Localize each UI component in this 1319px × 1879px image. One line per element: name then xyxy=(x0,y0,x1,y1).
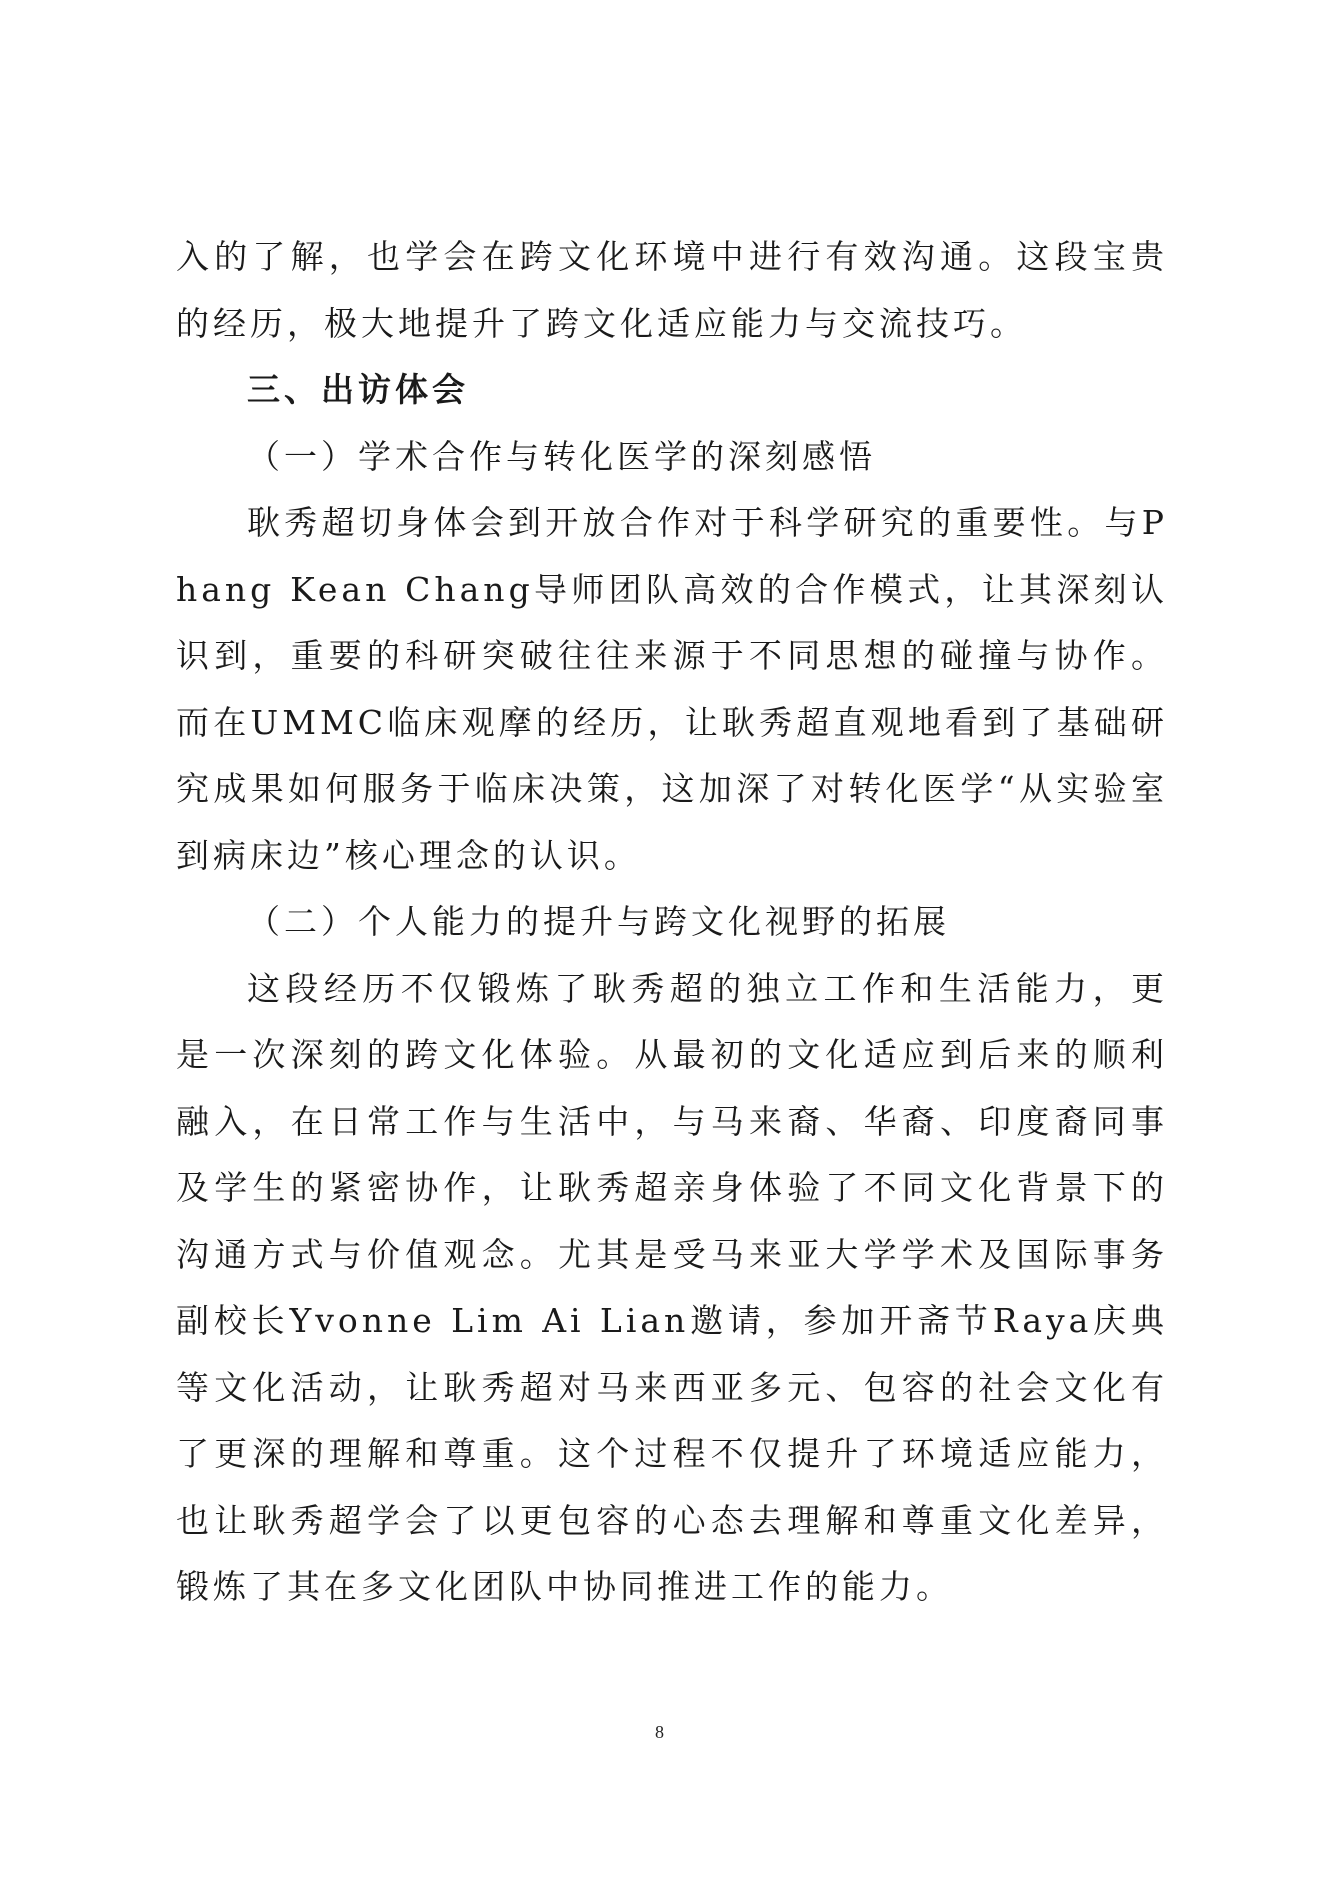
subsection-heading-2: （二）个人能力的提升与跨文化视野的拓展 xyxy=(247,902,950,941)
subsection-heading-1: （一）学术合作与转化医学的深刻感悟 xyxy=(247,436,876,476)
section-heading-3: 三、出访体会 xyxy=(247,370,469,409)
paragraph-continuation: 入的了解，也学会在跨文化环境中进行有效沟通。这段宝贵的经历，极大地提升了跨文化适应能力与交流技巧。 xyxy=(176,237,1168,343)
document-body xyxy=(176,224,1168,1621)
page-number: 8 xyxy=(655,1722,664,1742)
paragraph-academic-cooperation: 耿秀超切身体会到开放合作对于科学研究的重要性。与Phang Kean Chang导师团队高效的合作模式，让其深刻认识到，重要的科研突破往往来源于不同思想的碰撞与协作。而在UMMC临床观摩的经历，让耿秀超直观地看到了基础研究成果如何服务于临床决策，这加深了对转化医学“从实验室到病床边”核心理念的认识。 xyxy=(176,503,1168,875)
paragraph-personal-growth: 这段经历不仅锻炼了耿秀超的独立工作和生活能力，更是一次深刻的跨文化体验。从最初的文化适应到后来的顺利融入，在日常工作与生活中，与马来裔、华裔、印度裔同事及学生的紧密协作，让耿秀超亲身体验了不同文化背景下的沟通方式与价值观念。尤其是受马来亚大学学术及国际事务副校长Yvonne Lim Ai Lian邀请，参加开斋节Raya庆典等文化活动，让耿秀超对马来西亚多元、包容的社会文化有了更深的理解和尊重。这个过程不仅提升了环境适应能力，也让耿秀超学会了以更包容的心态去理解和尊重文化差异，锻炼了其在多文化团队中协同推进工作的能力。 xyxy=(176,968,1168,1606)
